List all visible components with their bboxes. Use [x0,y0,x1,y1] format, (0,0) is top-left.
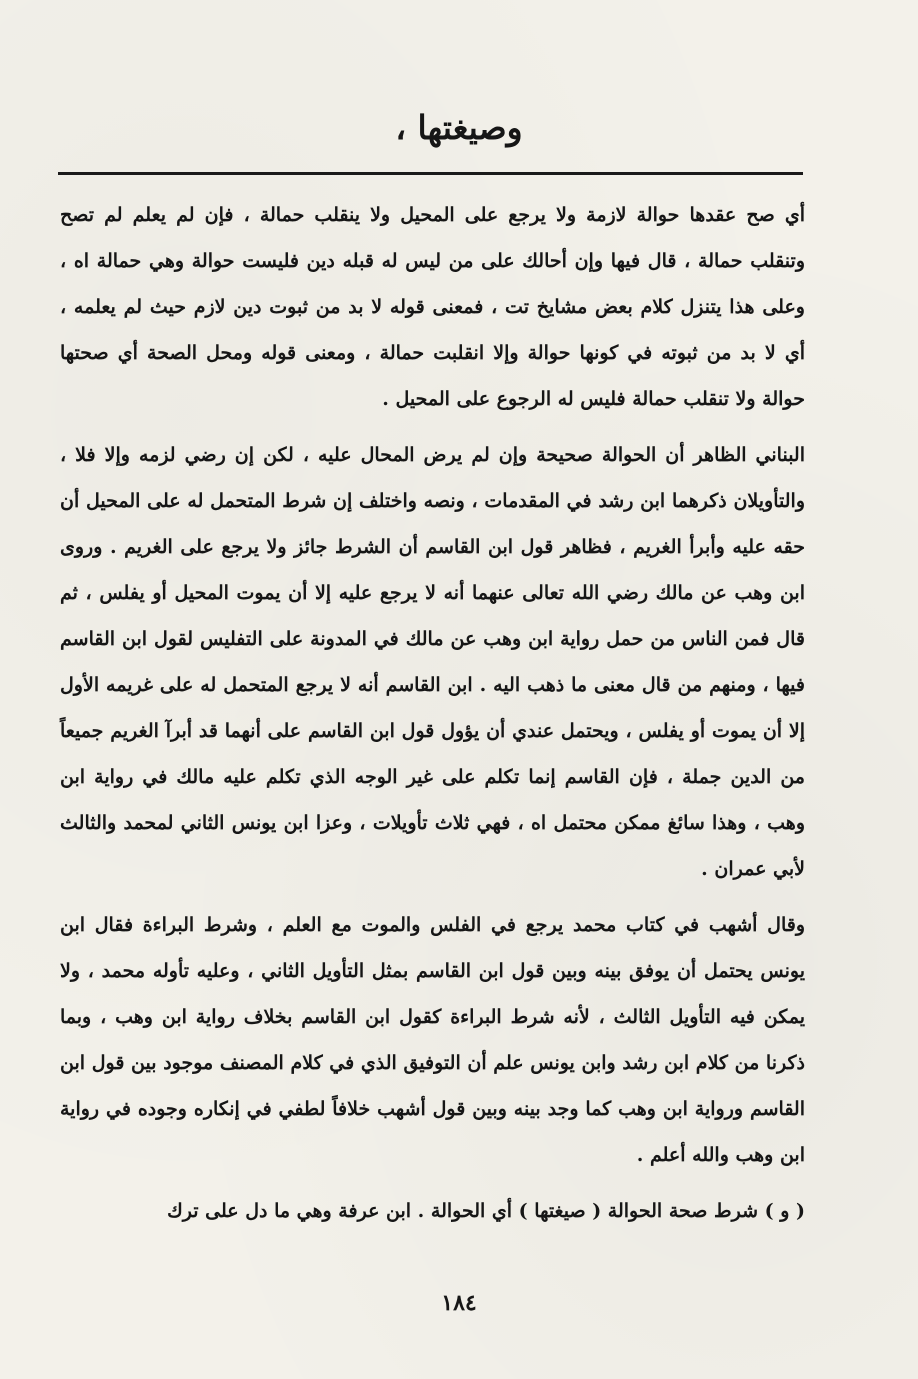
paragraph-3: وقال أشهب في كتاب محمد يرجع في الفلس والموت مع العلم ، وشرط البراءة فقال ابن يونس يحتمل أن يوفق بينه وبين قول ابن القاسم بمثل التأويل الثاني ، وعليه تأوله محمد ، ولا يمكن فيه التأويل الثالث ، لأنه شرط البراءة كقول ابن القاسم بخلاف رواية ابن وهب ، وبما ذكرنا من كلام ابن رشد وابن يونس علم أن التوفيق الذي في كلام المصنف موجود بين قول ابن القاسم ورواية ابن وهب كما وجد بينه وبين قول أشهب خلافاً لطفي في إنكاره وجوده في رواية ابن وهب والله أعلم . [60,914,805,1166]
header-rule [58,172,803,175]
paragraph-1: أي صح عقدها حوالة لازمة ولا يرجع على المحيل ولا ينقلب حمالة ، فإن لم يعلم لم تصح وتنقلب حمالة ، قال فيها وإن أحالك على من ليس له قبله دين فليست حوالة وهي حمالة اه ، وعلى هذا يتنزل كلام بعض مشايخ تت ، فمعنى قوله لا بد من ثبوت دين لازم حيث لم يعلمه ، أي لا بد من ثبوته في كونها حوالة وإلا انقلبت حمالة ، ومعنى قوله ومحل الصحة أي صحتها حوالة ولا تنقلب حمالة فليس له الرجوع على المحيل . [60,204,805,410]
page-number: ١٨٤ [441,1290,477,1316]
paragraph-2: البناني الظاهر أن الحوالة صحيحة وإن لم يرض المحال عليه ، لكن إن رضي لزمه وإلا فلا ، والتأويلان ذكرهما ابن رشد في المقدمات ، ونصه واختلف إن شرط المتحمل له على المحيل أن حقه عليه وأبرأ الغريم ، فظاهر قول ابن القاسم أن الشرط جائز ولا يرجع على الغريم . وروى ابن وهب عن مالك رضي الله تعالى عنهما أنه لا يرجع عليه إلا أن يموت المحيل أو يفلس ، ثم قال فمن الناس من حمل رواية ابن وهب عن مالك في المدونة على التفليس لقول ابن القاسم فيها ، ومنهم من قال معنى ما ذهب اليه . ابن القاسم أنه لا يرجع المتحمل له على غريمه الأول إلا أن يموت أو يفلس ، ويحتمل عندي أن يؤول قول ابن القاسم على أنهما قد أبرآ الغريم جميعاً من الدين جملة ، فإن القاسم إنما تكلم على غير الوجه الذي تكلم عليه مالك في رواية ابن وهب ، وهذا سائغ ممكن محتمل اه ، فهي ثلاث تأويلات ، وعزا ابن يونس الثاني لمحمد والثالث لأبي عمران . [60,444,805,880]
text-body [60,192,805,1234]
paragraph-4: ( و ) شرط صحة الحوالة ( صيغتها ) أي الحوالة . ابن عرفة وهي ما دل على ترك [167,1200,805,1222]
running-head: وصيغتها ، [395,108,523,147]
